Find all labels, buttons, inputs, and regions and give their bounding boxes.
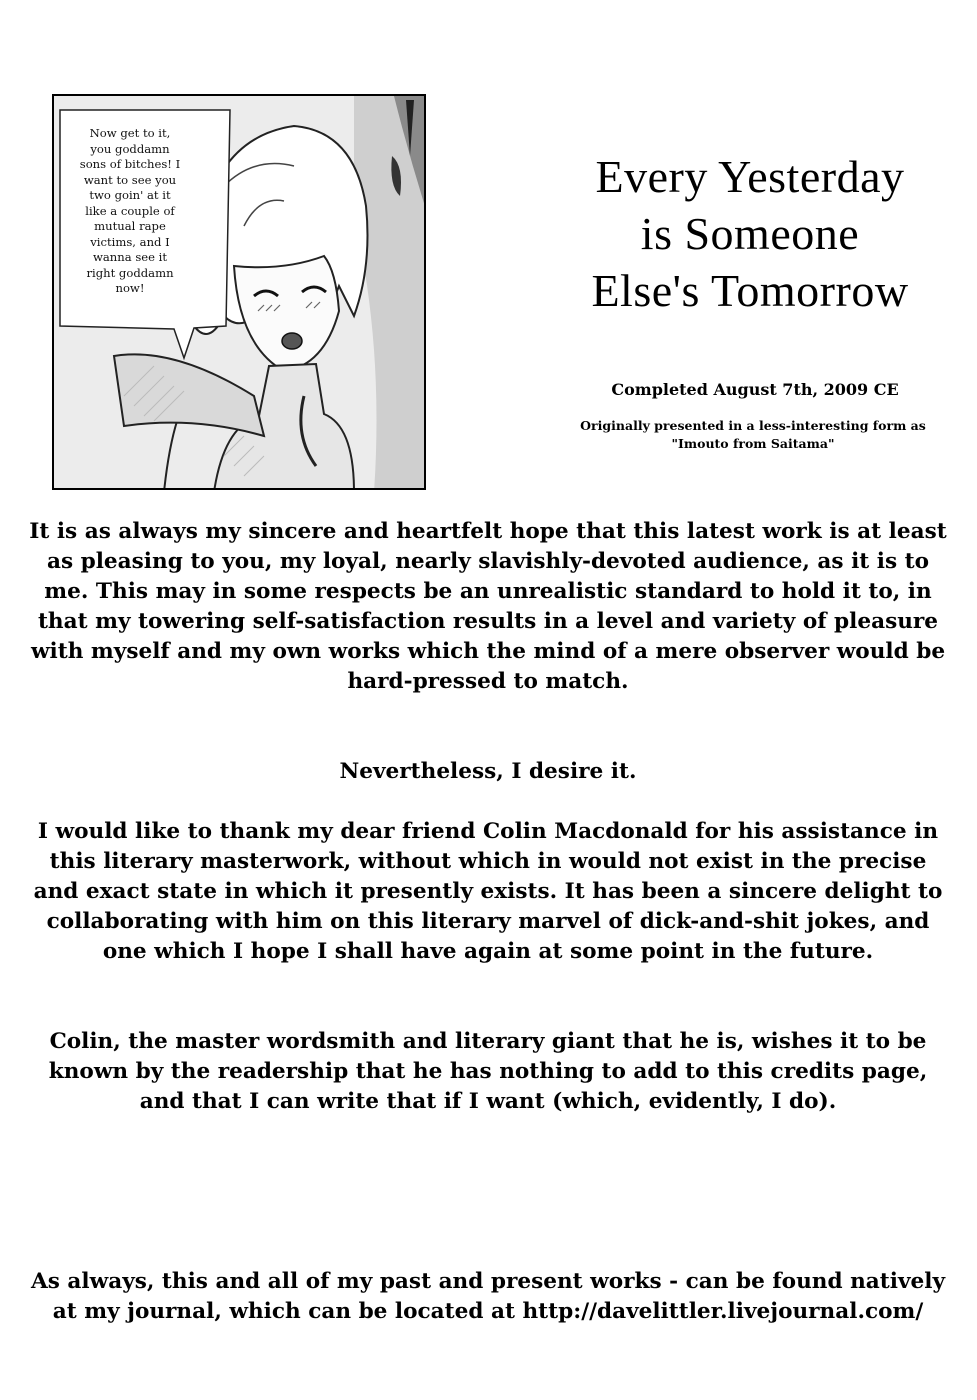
speech-bubble-text: Now get to it, you goddamn sons of bitches! I want to see you two goin' at it like a couple of mutual rape victims, and I wanna see it right goddamn now! — [79, 126, 181, 295]
manga-panel-illustration — [52, 94, 426, 490]
body-paragraph-journal: As always, this and all of my past and present works - can be found natively at my journal, which can be located at http://davelittler.livejournal.com/ — [30, 1269, 945, 1324]
body-paragraph-thanks: I would like to thank my dear friend Colin Macdonald for his assistance in this literary masterwork, without which in would not exist in the precise and exact state in which it presently exists. It has been a sincere delight to collaborating with him on this literary marvel of dick-and-shit jokes, and one which I hope I shall have again at some point in the future. — [33, 819, 943, 964]
body-paragraph-hope: It is as always my sincere and heartfelt hope that this latest work is at least as pleasing to you, my loyal, nearly slavishly-devoted audience, as it is to me. This may in some respects be an unrealistic standard to hold it to, in that my towering self-satisfaction results in a level and variety of pleasure with myself and my own works which the mind of a mere observer would be hard-pressed to match. — [29, 519, 947, 694]
page-title: Every Yesterday is Someone Else's Tomorrow — [591, 151, 909, 316]
original-presentation-note: Originally presented in a less-interesting form as "Imouto from Saitama" — [580, 418, 926, 451]
body-paragraph-desire: Nevertheless, I desire it. — [339, 759, 637, 784]
completion-date: Completed August 7th, 2009 CE — [611, 380, 899, 399]
body-paragraph-colin: Colin, the master wordsmith and literary giant that he is, wishes it to be known by the readership that he has nothing to add to this credits page, and that I can write that if I want (which, evidently, I do). — [48, 1029, 928, 1114]
